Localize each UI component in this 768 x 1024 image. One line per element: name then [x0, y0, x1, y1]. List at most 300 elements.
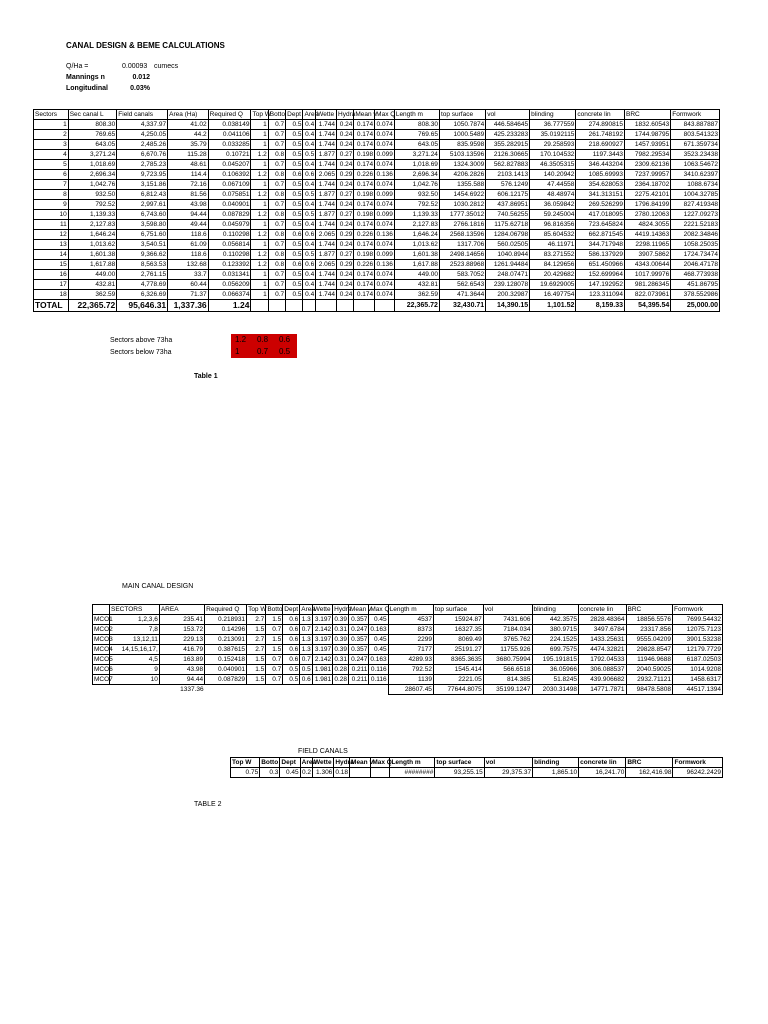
- table-cell: 0.14296: [205, 625, 247, 635]
- table-cell: 1.2: [251, 230, 268, 240]
- table-cell: 3,271.24: [394, 150, 439, 160]
- table-cell: 0.116: [370, 676, 387, 683]
- dimension-value: 1.2: [235, 335, 247, 344]
- table-cell: 163.89: [159, 655, 204, 665]
- table-cell: 0.5: [303, 250, 316, 260]
- table-cell: 449.00: [68, 270, 117, 280]
- table-cell: 0.5: [286, 180, 303, 190]
- table-cell: 14,15,16,17,: [109, 645, 159, 655]
- column-header: Top W: [248, 606, 267, 613]
- column-header: [93, 605, 110, 615]
- table-cell: 2,696.34: [68, 170, 117, 180]
- table-cell: 417.018095: [576, 210, 625, 220]
- total-cell: [312, 685, 332, 695]
- column-header: Mean v: [351, 759, 374, 766]
- field-canals-title: FIELD CANALS: [298, 748, 348, 755]
- total-cell: [283, 685, 300, 695]
- table-cell: 2.065: [316, 260, 337, 270]
- table-cell: 1: [251, 220, 268, 230]
- table-cell: 1792.04533: [578, 655, 626, 665]
- table-cell: 1.306: [312, 768, 333, 778]
- table-cell: 0.038149: [208, 120, 251, 130]
- table-cell: 769.65: [394, 130, 439, 140]
- table-cell: 2221.52183: [671, 220, 720, 230]
- table-cell: 1,865.10: [533, 768, 579, 778]
- table-cell: 15: [34, 260, 69, 270]
- table-cell: 7431.606: [483, 615, 532, 625]
- table-cell: 1,601.38: [394, 250, 439, 260]
- table-cell: 269.526299: [576, 200, 625, 210]
- table-cell: 71.37: [168, 290, 208, 300]
- table-cell: 274.890815: [576, 120, 625, 130]
- sector-note-label: Sectors above 73ha: [110, 337, 173, 344]
- table-cell: 17: [34, 280, 69, 290]
- table-cell: 2364.18702: [625, 180, 671, 190]
- table-cell: 0.074: [376, 281, 393, 288]
- table-cell: 380.9715: [532, 625, 578, 635]
- table-cell: 792.52: [394, 200, 439, 210]
- table-cell: 10: [109, 675, 159, 685]
- table-cell: 0.074: [376, 121, 393, 128]
- table-cell: 1058.25035: [671, 240, 720, 250]
- table-cell: 224.1525: [532, 635, 578, 645]
- field-canals-table: [230, 757, 723, 778]
- table-cell: 1.5: [247, 655, 266, 665]
- table-cell: 0.27: [337, 250, 354, 260]
- table-cell: 0.7: [268, 140, 285, 150]
- table-cell: 6187.02503: [672, 655, 722, 665]
- table-cell: 0.163: [370, 656, 387, 663]
- table-cell: 0.7: [268, 240, 285, 250]
- table-cell: 0.5: [286, 130, 303, 140]
- table-cell: 0.8: [268, 170, 285, 180]
- table-cell: 12179.7729: [672, 645, 722, 655]
- table-cell: 1017.99976: [625, 270, 671, 280]
- table-cell: 1324.3009: [439, 160, 485, 170]
- table-cell: 0.45: [369, 635, 388, 645]
- table-cell: 769.65: [68, 130, 117, 140]
- table-cell: 0.4: [303, 130, 316, 140]
- total-cell: 14771.7871: [578, 685, 626, 695]
- table-cell: MCO7: [94, 676, 113, 683]
- table-cell: 0.033285: [208, 140, 251, 150]
- table-cell: 2.065: [316, 170, 337, 180]
- table-cell: 235.41: [159, 615, 204, 625]
- table-cell: 1: [251, 200, 268, 210]
- table-cell: 8,563.53: [117, 260, 168, 270]
- table-row: [34, 130, 720, 140]
- table-cell: 1: [251, 270, 268, 280]
- table-cell: 1.744: [316, 130, 337, 140]
- total-cell: 95,646.31: [117, 300, 168, 312]
- column-header: Dept: [280, 758, 300, 768]
- table-cell: 6,812.43: [117, 190, 168, 200]
- table-cell: 3765.762: [483, 635, 532, 645]
- table-cell: 2221.05: [433, 675, 483, 685]
- table-cell: 1.877: [316, 250, 337, 260]
- param-label: Q/Ha =: [66, 63, 89, 70]
- table-cell: 36.777559: [530, 120, 576, 130]
- table-cell: 1085.69993: [576, 170, 625, 180]
- table-cell: 437.86951: [486, 200, 530, 210]
- table-cell: 346.443204: [576, 160, 625, 170]
- table-cell: 354.628053: [576, 180, 625, 190]
- table-cell: 344.717948: [576, 240, 625, 250]
- table-cell: 562.827883: [486, 160, 530, 170]
- table-cell: 43.98: [159, 665, 204, 675]
- table-row: [34, 180, 720, 190]
- table-cell: MCO3: [94, 636, 113, 643]
- table-cell: 0.174: [354, 200, 375, 210]
- table-cell: 442.3575: [532, 615, 578, 625]
- total-cell: [205, 685, 247, 695]
- table-cell: 932.50: [394, 190, 439, 200]
- table-cell: 0.074: [376, 131, 393, 138]
- table-cell: 0.7: [301, 626, 311, 633]
- table-cell: 5: [34, 160, 69, 170]
- table-cell: 1.877: [316, 210, 337, 220]
- table-cell: 239.128078: [486, 280, 530, 290]
- table-cell: 1: [251, 290, 268, 300]
- table-cell: 1832.60543: [625, 120, 671, 130]
- table-cell: 4206.2826: [439, 170, 485, 180]
- table-cell: 36.059842: [530, 200, 576, 210]
- table-cell: 341.313151: [576, 190, 625, 200]
- table-cell: 2.142: [312, 625, 332, 635]
- table-cell: 1.744: [316, 290, 337, 300]
- total-cell: [109, 685, 159, 695]
- table-cell: 3907.5862: [625, 250, 671, 260]
- table-cell: 43.98: [168, 200, 208, 210]
- table-cell: 152.699964: [576, 270, 625, 280]
- table-cell: 1317.706: [439, 240, 485, 250]
- table-cell: 8365.3635: [433, 655, 483, 665]
- table-cell: 1,601.38: [68, 250, 117, 260]
- table-cell: 6,743.60: [117, 210, 168, 220]
- table-cell: 4474.32821: [578, 645, 626, 655]
- table-cell: 0.5: [286, 280, 303, 290]
- table-cell: 0.6: [286, 230, 303, 240]
- table-cell: 3.197: [312, 645, 332, 655]
- table-cell: 0.10721: [208, 150, 251, 160]
- table-cell: 0.247: [348, 655, 368, 665]
- table-cell: 0.174: [354, 240, 375, 250]
- table-cell: 1.2: [251, 150, 268, 160]
- table-cell: 1030.2812: [439, 200, 485, 210]
- table-cell: 0.174: [354, 160, 375, 170]
- table-cell: 1.5: [247, 625, 266, 635]
- sector-canal-table: [33, 109, 720, 312]
- total-cell: 25,000.00: [671, 300, 720, 312]
- table-cell: 1.5: [247, 665, 266, 675]
- table-cell: 1088.6734: [671, 180, 720, 190]
- table-cell: 1063.54672: [671, 160, 720, 170]
- column-header: Wette: [316, 110, 337, 120]
- table-cell: 3680.75994: [483, 655, 532, 665]
- table-cell: 0.29: [337, 260, 354, 270]
- total-cell: 14,390.15: [486, 300, 530, 312]
- table-cell: 822.073961: [625, 290, 671, 300]
- table-cell: 468.773938: [671, 270, 720, 280]
- column-header: Area: [301, 759, 317, 766]
- table-cell: 3.197: [312, 615, 332, 625]
- column-header: vol: [486, 110, 530, 120]
- table-cell: 16327.35: [433, 625, 483, 635]
- table-cell: 248.07471: [486, 270, 530, 280]
- total-cell: [354, 300, 375, 312]
- total-cell: 1,337.36: [168, 300, 208, 312]
- table-cell: 29.258593: [530, 140, 576, 150]
- table-cell: 162,416.98: [626, 768, 673, 778]
- table-cell: 3.197: [312, 635, 332, 645]
- table-cell: 36.05966: [532, 665, 578, 675]
- table-cell: 1.2: [251, 190, 268, 200]
- table-cell: 0.099: [376, 211, 393, 218]
- table-cell: 8: [34, 190, 69, 200]
- column-header: Formwork: [673, 758, 723, 768]
- table-cell: 1.877: [316, 190, 337, 200]
- table-cell: 0.24: [337, 220, 354, 230]
- table-cell: 118.6: [168, 230, 208, 240]
- table-cell: 1: [251, 120, 268, 130]
- table-cell: 0.040901: [205, 665, 247, 675]
- table-cell: 10: [34, 210, 69, 220]
- table-cell: 2568.13596: [439, 230, 485, 240]
- table-cell: 0.4: [303, 180, 316, 190]
- table-cell: 306.088537: [578, 665, 626, 675]
- table-cell: 2,127.83: [68, 220, 117, 230]
- table-cell: 0.24: [337, 200, 354, 210]
- table-cell: 93,255.15: [435, 768, 484, 778]
- table-cell: 566.6518: [483, 665, 532, 675]
- table-cell: 0.163: [370, 626, 387, 633]
- param-value: 0.00093: [122, 63, 148, 70]
- table-cell: 1.744: [316, 160, 337, 170]
- table-cell: 0.066374: [208, 290, 251, 300]
- table-row: [34, 210, 720, 220]
- table-cell: 0.5: [286, 270, 303, 280]
- table-cell: 1175.62718: [486, 220, 530, 230]
- table-cell: 0.24: [337, 160, 354, 170]
- table-cell: 7699.54432: [672, 615, 722, 625]
- table-cell: 2.7: [247, 635, 266, 645]
- table-cell: 0.6: [283, 625, 300, 635]
- dimension-value: 0.8: [257, 335, 269, 344]
- table-cell: 47.44558: [530, 180, 576, 190]
- table-row: [93, 655, 723, 665]
- total-row: [93, 685, 723, 695]
- table-cell: 1: [251, 280, 268, 290]
- column-header: blinding: [532, 605, 578, 615]
- table-cell: 0.7: [268, 290, 285, 300]
- table-cell: 0.226: [354, 170, 375, 180]
- table-cell: 51.8245: [532, 675, 578, 685]
- table-cell: 9: [109, 665, 159, 675]
- table-cell: 6,751.60: [117, 230, 168, 240]
- param-label: Mannings n: [66, 74, 105, 81]
- table-cell: 0.074: [376, 221, 393, 228]
- table-cell: 7184.034: [483, 625, 532, 635]
- table-cell: 3410.62397: [671, 170, 720, 180]
- table-cell: 843.887887: [671, 120, 720, 130]
- table-cell: 1197.3443: [576, 150, 625, 160]
- table-cell: 0.4: [303, 270, 316, 280]
- table-cell: 0.247: [348, 625, 368, 635]
- table-cell: 1.744: [316, 240, 337, 250]
- table-cell: 0.041106: [208, 130, 251, 140]
- table-cell: 0.087829: [208, 210, 251, 220]
- table-cell: 0.074: [376, 241, 393, 248]
- column-header: Formwork: [671, 110, 720, 120]
- table-cell: 0.357: [348, 615, 368, 625]
- table-row: [34, 290, 720, 300]
- table-cell: 432.81: [394, 280, 439, 290]
- table-row: [34, 170, 720, 180]
- table-cell: 0.174: [354, 220, 375, 230]
- column-header: blinding: [530, 110, 576, 120]
- table-cell: 1.2: [251, 260, 268, 270]
- column-header: Wette: [312, 758, 333, 768]
- table-cell: 1: [251, 130, 268, 140]
- table-cell: 1796.84199: [625, 200, 671, 210]
- table-cell: 1,2,3,6: [109, 615, 159, 625]
- dimension-value: 0.7: [257, 347, 269, 356]
- table-cell: 6,326.69: [117, 290, 168, 300]
- table-cell: 0.4: [303, 120, 316, 130]
- table-cell: 0.5: [303, 190, 316, 200]
- table-cell: 1,018.69: [68, 160, 117, 170]
- table-cell: 11755.926: [483, 645, 532, 655]
- column-header: Length m: [394, 110, 439, 120]
- table-cell: MCO4: [94, 646, 113, 653]
- table-cell: 4,337.97: [117, 120, 168, 130]
- table-cell: 1,018.69: [394, 160, 439, 170]
- table-cell: 1355.588: [439, 180, 485, 190]
- column-header: Hydra: [338, 111, 356, 118]
- table-cell: 0.198: [354, 210, 375, 220]
- table-cell: 1,013.62: [68, 240, 117, 250]
- table-cell: 1: [251, 240, 268, 250]
- total-cell: 98478.5808: [626, 685, 672, 695]
- table-cell: 0.4: [303, 200, 316, 210]
- table-cell: 23317.856: [626, 625, 672, 635]
- table-cell: 0.5: [283, 665, 300, 675]
- table-cell: 61.09: [168, 240, 208, 250]
- table-row: [93, 675, 723, 685]
- table-cell: 1.744: [316, 180, 337, 190]
- table-cell: 59.245004: [530, 210, 576, 220]
- main-canal-title: MAIN CANAL DESIGN: [122, 583, 194, 590]
- table-cell: 0.5: [286, 290, 303, 300]
- table-cell: 46.11971: [530, 240, 576, 250]
- table-cell: 0.6: [283, 615, 300, 625]
- total-cell: 54,395.54: [625, 300, 671, 312]
- table-cell: 662.871545: [576, 230, 625, 240]
- column-header: Length m: [390, 758, 435, 768]
- total-cell: 1337.36: [180, 686, 204, 694]
- table-cell: 1.3: [301, 646, 311, 653]
- table-cell: 1744.98795: [625, 130, 671, 140]
- table-cell: 0.3: [260, 768, 280, 778]
- table-cell: 1.744: [316, 200, 337, 210]
- table-cell: 16: [34, 270, 69, 280]
- table-cell: 2046.47178: [671, 260, 720, 270]
- table-cell: 8373: [388, 625, 433, 635]
- table-cell: 0.45: [369, 645, 388, 655]
- table-cell: 2,127.83: [394, 220, 439, 230]
- table-cell: 0.056209: [208, 280, 251, 290]
- table-cell: 1.3: [301, 636, 311, 643]
- table-cell: 153.72: [159, 625, 204, 635]
- table-cell: 1284.06798: [486, 230, 530, 240]
- table-cell: 471.3644: [439, 290, 485, 300]
- table-row: [34, 200, 720, 210]
- table-cell: 1.5: [247, 675, 266, 685]
- table-cell: 0.106392: [208, 170, 251, 180]
- table-cell: 0.099: [376, 251, 393, 258]
- table-cell: 2298.11965: [625, 240, 671, 250]
- table-cell: 0.213091: [205, 635, 247, 645]
- table-cell: 1014.9208: [672, 665, 722, 675]
- table-cell: 4,5: [109, 655, 159, 665]
- table-cell: 1.744: [316, 220, 337, 230]
- table-row: [34, 150, 720, 160]
- table-cell: 0.075851: [208, 190, 251, 200]
- table-cell: 0.6: [303, 260, 316, 270]
- column-header: blinding: [533, 758, 579, 768]
- table-cell: 0.5: [286, 250, 303, 260]
- table-cell: 3,151.86: [117, 180, 168, 190]
- table-cell: 0.7: [268, 120, 285, 130]
- table-cell: 83.271552: [530, 250, 576, 260]
- table-cell: 792.52: [388, 665, 433, 675]
- table-cell: 0.5: [303, 210, 316, 220]
- table-cell: 0.045979: [208, 220, 251, 230]
- table-cell: 1: [251, 140, 268, 150]
- table-cell: 49.44: [168, 220, 208, 230]
- table-cell: 0.5: [286, 160, 303, 170]
- table-row: [34, 250, 720, 260]
- table-cell: 1724.73474: [671, 250, 720, 260]
- table-cell: 8069.49: [433, 635, 483, 645]
- table-cell: 6: [34, 170, 69, 180]
- table-cell: 3523.23438: [671, 150, 720, 160]
- table-cell: 0.8: [268, 260, 285, 270]
- table-cell: 1.981: [312, 675, 332, 685]
- table-cell: 7177: [388, 645, 433, 655]
- total-cell: 2030.31498: [532, 685, 578, 695]
- table-cell: 827.419348: [671, 200, 720, 210]
- table-cell: 1.2: [251, 210, 268, 220]
- table-cell: 4343.00644: [625, 260, 671, 270]
- table-cell: 1.5: [266, 645, 283, 655]
- column-header: BRC: [625, 110, 671, 120]
- table-cell: 0.074: [376, 181, 393, 188]
- table-cell: 451.86795: [671, 280, 720, 290]
- table-cell: 792.52: [68, 200, 117, 210]
- table-cell: 814.385: [483, 675, 532, 685]
- column-header: Required Q: [205, 605, 247, 615]
- table-cell: 81.56: [168, 190, 208, 200]
- table-cell: 1.744: [316, 270, 337, 280]
- column-header: Formwork: [672, 605, 722, 615]
- table-cell: 85.604532: [530, 230, 576, 240]
- table-cell: 586.137929: [576, 250, 625, 260]
- table-cell: 132.68: [168, 260, 208, 270]
- table-cell: 671.359734: [671, 140, 720, 150]
- table-cell: 0.8: [268, 210, 285, 220]
- table-cell: 2828.48364: [578, 615, 626, 625]
